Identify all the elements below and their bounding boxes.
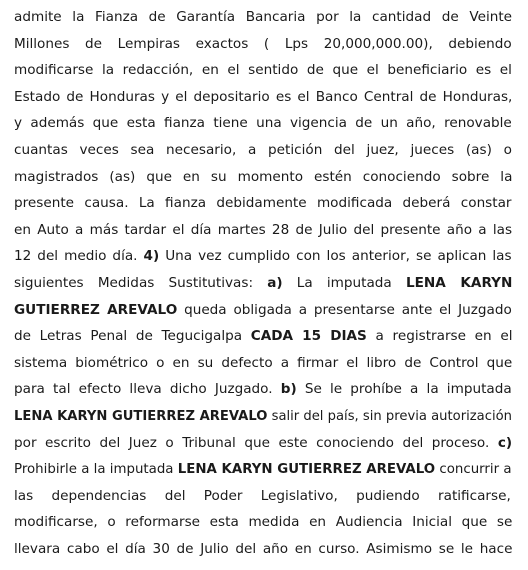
text-segment: Una vez cumplido con los anterior, se aplican las	[159, 248, 512, 265]
text-segment: cuantas veces sea necesario, a petición del juez, jueces (as) o	[14, 142, 512, 158]
text-segment: queda obligada a presentarse ante el Juzgado	[177, 301, 512, 318]
text-segment: magistrados (as) que en su momento estén conociendo sobre la	[14, 168, 513, 185]
text-line	[14, 8, 512, 26]
text-line	[14, 513, 512, 531]
text-line	[14, 168, 512, 186]
text-segment: presente causa. La fianza debidamente modificada deberá constar	[14, 195, 512, 212]
text-line	[14, 354, 512, 372]
text-segment: salir del país, sin previa autorización	[267, 408, 512, 424]
text-line	[14, 301, 512, 319]
bold-text-segment: LENA KARYN GUTIERREZ AREVALO	[177, 461, 436, 478]
text-segment: Prohibirle a la imputada	[14, 461, 178, 478]
text-segment: 12 del medio día.	[14, 248, 144, 265]
text-line	[14, 540, 512, 558]
text-line	[14, 88, 512, 106]
text-segment: llevara cabo el día 30 de Julio del año en curso. Asimismo se le hace	[14, 541, 513, 557]
text-segment: en Auto a más tardar el día martes 28 de Julio del presente año a las	[14, 221, 513, 238]
text-line	[14, 141, 512, 159]
bold-text-segment: LENA KARYN	[405, 275, 513, 291]
text-line	[14, 274, 512, 292]
text-line	[14, 460, 512, 478]
text-line	[14, 221, 512, 239]
bold-text-segment: LENA KARYN GUTIERREZ AREVALO	[14, 408, 268, 424]
text-segment: Millones de Lempiras exactos ( Lps 20,000,000.00), debiendo	[14, 35, 512, 52]
bold-text-segment: GUTIERREZ AREVALO	[14, 301, 178, 318]
text-segment: las dependencias del Poder Legislativo, pudiendo ratificarse,	[14, 487, 511, 504]
text-segment: Se le prohíbe a la imputada	[296, 381, 512, 398]
bold-text-segment: CADA 15 DIAS	[250, 328, 367, 345]
text-segment: admite la Fianza de Garantía Bancaria por la cantidad de Veinte	[14, 9, 513, 25]
text-segment: sistema biométrico o en su defecto a firmar el libro de Control que	[14, 354, 513, 371]
text-line	[14, 434, 512, 452]
text-segment: modificarse la redacción, en el sentido de que el beneficiario es el	[14, 62, 512, 79]
text-line	[14, 327, 512, 345]
bold-text-segment: 4)	[143, 248, 160, 265]
text-segment: a registrarse en el	[366, 328, 513, 345]
text-segment: de Letras Penal de Tegucigalpa	[14, 328, 251, 345]
text-line	[14, 380, 512, 398]
text-line	[14, 114, 512, 132]
bold-text-segment: b)	[280, 381, 297, 398]
text-segment: concurrir a	[435, 461, 512, 478]
text-line	[14, 61, 512, 79]
text-line	[14, 247, 512, 265]
text-line	[14, 35, 512, 53]
text-segment: siguientes Medidas Sustitutivas:	[14, 275, 268, 291]
text-segment: y además que esta fianza tiene una vigencia de un año, renovable	[14, 115, 512, 132]
text-segment: La imputada	[282, 275, 406, 291]
text-line	[14, 487, 511, 505]
text-segment: Estado de Honduras y el depositario es el Banco Central de Honduras,	[14, 88, 513, 105]
text-segment: por escrito del Juez o Tribunal que este conociendo del proceso.	[14, 434, 498, 451]
text-line	[14, 194, 512, 212]
text-line	[14, 407, 512, 425]
bold-text-segment: a)	[267, 275, 283, 291]
text-segment: modificarse, o reformarse esta medida en Audiencia Inicial que se	[14, 514, 513, 531]
bold-text-segment: c)	[497, 434, 513, 451]
text-segment: para tal efecto lleva dicho Juzgado.	[14, 381, 281, 398]
